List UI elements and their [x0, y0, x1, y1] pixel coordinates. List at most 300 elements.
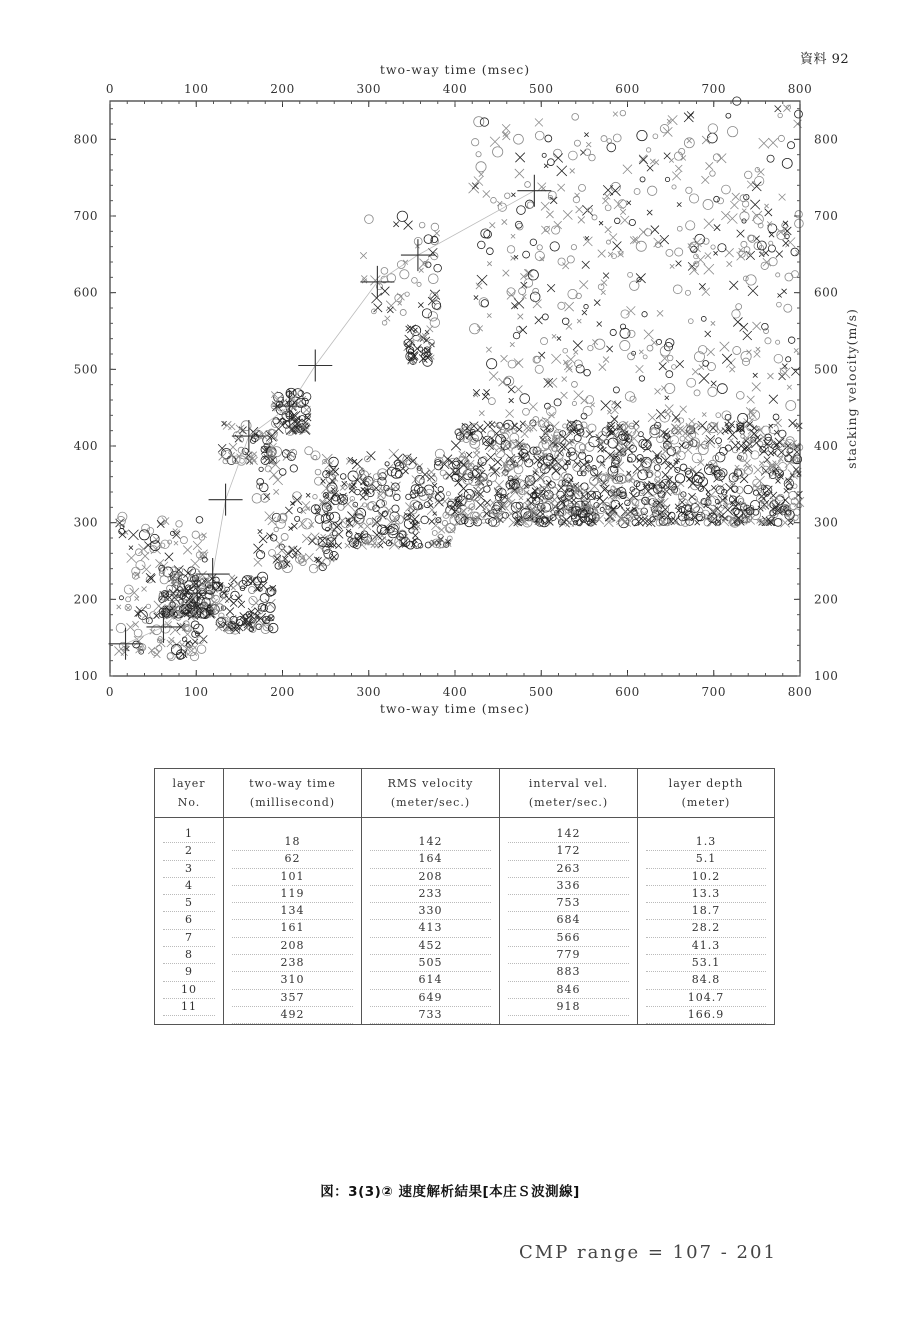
semblance-circle: [516, 326, 521, 331]
semblance-cross: [667, 119, 671, 123]
header-interval-velocity: interval vel. (meter/sec.): [500, 769, 638, 818]
table-cell: 233: [370, 886, 491, 903]
semblance-circle: [146, 604, 150, 608]
semblance-cross: [251, 598, 261, 608]
semblance-circle: [645, 229, 652, 236]
semblance-cross: [732, 193, 740, 201]
semblance-circle: [476, 152, 481, 157]
semblance-cross: [489, 372, 498, 381]
semblance-circle: [446, 492, 450, 496]
semblance-circle: [720, 501, 727, 508]
semblance-cross: [783, 221, 788, 226]
semblance-circle: [481, 300, 488, 307]
semblance-cross: [117, 605, 121, 609]
semblance-circle: [260, 594, 269, 603]
semblance-circle: [761, 262, 768, 269]
semblance-cross: [586, 142, 591, 147]
semblance-cross: [406, 326, 411, 331]
semblance-circle: [478, 241, 486, 249]
semblance-cross: [747, 181, 755, 189]
semblance-cross: [506, 410, 514, 418]
semblance-cross: [238, 601, 245, 608]
velocity-pick: [232, 420, 266, 452]
semblance-circle: [753, 490, 758, 495]
y-tick-label-right: 800: [814, 132, 839, 147]
semblance-cross: [552, 334, 556, 338]
semblance-circle: [727, 127, 737, 137]
semblance-circle: [610, 329, 616, 335]
semblance-cross: [737, 252, 745, 260]
y-tick-label: 700: [73, 209, 98, 223]
table-cell: 13.3: [646, 886, 766, 903]
semblance-cross: [583, 237, 592, 246]
semblance-cross: [341, 495, 348, 502]
semblance-cross: [566, 518, 574, 526]
x-tick-label-top: 600: [615, 82, 640, 96]
semblance-cross: [702, 412, 706, 416]
semblance-cross: [508, 386, 515, 393]
table-cell: 101: [232, 869, 353, 886]
semblance-circle: [754, 214, 764, 224]
table-cell: 164: [370, 851, 491, 868]
semblance-cross: [479, 411, 484, 416]
semblance-cross: [229, 575, 235, 581]
semblance-circle: [774, 519, 782, 527]
semblance-cross: [292, 495, 302, 505]
semblance-circle: [574, 434, 581, 441]
semblance-circle: [722, 185, 731, 194]
x-tick-label-top: 100: [184, 82, 209, 96]
semblance-cross: [636, 365, 644, 373]
semblance-cross: [466, 452, 472, 458]
semblance-circle: [196, 552, 202, 558]
semblance-cross: [254, 558, 262, 566]
table-cell: 208: [370, 869, 491, 886]
semblance-cross: [236, 425, 244, 433]
semblance-circle: [647, 186, 656, 195]
semblance-circle: [694, 390, 700, 396]
semblance-circle: [395, 294, 402, 301]
x-tick-label: 0: [105, 685, 115, 699]
semblance-circle: [558, 258, 565, 265]
semblance-circle: [338, 504, 344, 510]
semblance-circle: [675, 248, 683, 256]
semblance-cross: [305, 553, 313, 561]
semblance-cross: [372, 520, 378, 526]
x-tick-label: 200: [270, 685, 295, 699]
semblance-circle: [417, 282, 421, 286]
semblance-circle: [778, 113, 783, 118]
semblance-cross: [684, 113, 693, 122]
semblance-circle: [710, 171, 716, 177]
semblance-cross: [561, 392, 568, 399]
semblance-cross: [434, 230, 440, 236]
semblance-circle: [126, 597, 131, 602]
semblance-cross: [487, 313, 491, 317]
semblance-circle: [241, 421, 251, 431]
semblance-cross: [787, 440, 797, 450]
semblance-cross: [754, 351, 761, 358]
semblance-circle: [520, 394, 530, 404]
semblance-circle: [736, 487, 743, 494]
semblance-cross: [627, 201, 631, 205]
semblance-circle: [326, 535, 333, 542]
semblance-cross: [517, 427, 523, 433]
semblance-cross: [779, 194, 786, 201]
semblance-cross: [603, 357, 609, 363]
table-cell: 238: [232, 955, 353, 972]
semblance-cross: [668, 461, 678, 471]
x-tick-label: 600: [615, 685, 640, 699]
semblance-cross: [486, 453, 495, 462]
semblance-circle: [707, 133, 717, 143]
y-tick-label: 300: [73, 515, 98, 530]
table-cell: 6: [163, 912, 215, 929]
semblance-cross: [756, 347, 760, 351]
semblance-cross: [473, 389, 480, 396]
semblance-cross: [688, 479, 698, 489]
velocity-pick: [272, 390, 306, 422]
semblance-cross: [135, 596, 139, 600]
semblance-cross: [717, 444, 721, 448]
semblance-circle: [571, 381, 577, 387]
semblance-circle: [583, 406, 592, 415]
semblance-cross: [750, 200, 760, 210]
table-cell: 11: [163, 999, 215, 1016]
semblance-cross: [687, 138, 692, 143]
semblance-circle: [684, 138, 694, 148]
semblance-circle: [719, 447, 727, 455]
semblance-cross: [601, 290, 606, 295]
semblance-cross: [127, 553, 136, 562]
semblance-cross: [611, 415, 618, 422]
x-tick-label-top: 200: [270, 82, 295, 96]
semblance-circle: [634, 188, 640, 194]
semblance-circle: [791, 271, 798, 278]
table-cell: 119: [232, 886, 353, 903]
semblance-circle: [394, 494, 400, 500]
semblance-cross: [670, 264, 674, 268]
semblance-circle: [440, 470, 446, 476]
semblance-circle: [537, 245, 542, 250]
semblance-circle: [778, 135, 784, 141]
semblance-cross: [486, 347, 491, 352]
semblance-cross: [659, 510, 664, 515]
semblance-circle: [786, 401, 796, 411]
semblance-circle: [507, 246, 515, 254]
semblance-circle: [313, 455, 317, 459]
x-tick-label-top: 300: [356, 82, 381, 96]
semblance-cross: [547, 284, 555, 292]
table-header-row: [155, 769, 775, 818]
semblance-cross: [747, 396, 755, 404]
semblance-cross: [387, 307, 393, 313]
semblance-cross: [626, 496, 635, 505]
cmp-range: CMP range = 107 - 201: [519, 1242, 777, 1263]
semblance-cross: [629, 492, 637, 500]
semblance-circle: [259, 483, 268, 492]
semblance-circle: [685, 290, 690, 295]
semblance-circle: [642, 312, 647, 317]
table-cell: 9: [163, 964, 215, 981]
semblance-circle: [256, 550, 264, 558]
semblance-cross: [440, 460, 449, 469]
semblance-circle: [505, 193, 511, 199]
semblance-cross: [479, 172, 484, 177]
semblance-cross: [484, 389, 490, 395]
semblance-cross: [590, 403, 594, 407]
semblance-circle: [139, 530, 149, 540]
semblance-circle: [527, 202, 533, 208]
semblance-circle: [562, 318, 569, 325]
semblance-cross: [253, 544, 263, 554]
semblance-circle: [136, 561, 145, 570]
x-tick-label-top: 700: [701, 82, 726, 96]
semblance-circle: [670, 436, 679, 445]
semblance-cross: [226, 608, 234, 616]
semblance-circle: [315, 469, 321, 475]
semblance-cross: [668, 115, 677, 124]
semblance-cross: [606, 346, 612, 352]
semblance-circle: [340, 474, 346, 480]
table-cell: 10.2: [646, 869, 766, 886]
table-cell: 649: [370, 990, 491, 1007]
semblance-cross: [191, 559, 200, 568]
semblance-cross: [574, 350, 578, 354]
semblance-circle: [588, 345, 593, 350]
semblance-circle: [523, 408, 530, 415]
semblance-circle: [470, 438, 480, 448]
semblance-circle: [763, 466, 770, 473]
semblance-cross: [711, 485, 716, 490]
column-layer-no: [155, 826, 223, 1016]
semblance-cross: [521, 430, 529, 438]
semblance-cross: [170, 625, 180, 635]
semblance-cross: [180, 642, 185, 647]
semblance-cross: [776, 251, 783, 258]
semblance-cross: [601, 280, 607, 286]
semblance-circle: [765, 338, 771, 344]
semblance-cross: [755, 476, 765, 486]
semblance-cross: [743, 331, 752, 340]
semblance-cross: [544, 164, 548, 168]
column-rms-velocity: [362, 826, 499, 1024]
semblance-cross: [651, 459, 655, 463]
semblance-cross: [677, 425, 684, 432]
semblance-circle: [757, 441, 763, 447]
semblance-cross: [664, 153, 670, 159]
semblance-cross: [554, 221, 562, 229]
semblance-circle: [572, 401, 576, 405]
semblance-circle: [643, 355, 647, 359]
semblance-cross: [752, 211, 762, 221]
y-tick-label-right: 500: [814, 362, 839, 377]
semblance-cross: [655, 479, 661, 485]
semblance-cross: [260, 582, 268, 590]
semblance-cross: [562, 263, 569, 270]
semblance-cross: [252, 452, 257, 457]
semblance-circle: [687, 378, 696, 387]
semblance-circle: [777, 302, 782, 307]
semblance-circle: [525, 182, 531, 188]
semblance-circle: [646, 148, 650, 152]
table-cell: 753: [508, 895, 629, 912]
semblance-cross: [777, 448, 786, 457]
semblance-circle: [628, 272, 633, 277]
semblance-circle: [134, 629, 142, 637]
semblance-circle: [698, 477, 707, 486]
semblance-circle: [156, 645, 162, 651]
semblance-circle: [575, 360, 583, 368]
semblance-circle: [295, 516, 300, 521]
table-cell: 5.1: [646, 851, 766, 868]
y-tick-label-right: 600: [814, 285, 839, 300]
table-cell: 41.3: [646, 938, 766, 955]
semblance-circle: [607, 143, 616, 152]
semblance-circle: [297, 508, 302, 513]
semblance-circle: [733, 346, 741, 354]
semblance-circle: [637, 130, 647, 140]
semblance-cross: [388, 531, 393, 536]
semblance-circle: [197, 645, 206, 654]
x-tick-label: 700: [701, 685, 726, 699]
semblance-cross: [533, 299, 542, 308]
semblance-circle: [576, 365, 584, 373]
column-layer-depth: [638, 826, 774, 1024]
semblance-cross: [273, 475, 283, 485]
semblance-circle: [436, 492, 445, 501]
semblance-cross: [613, 242, 622, 251]
semblance-cross: [529, 403, 538, 412]
semblance-cross: [418, 302, 423, 307]
semblance-cross: [680, 406, 687, 413]
semblance-circle: [480, 118, 488, 126]
semblance-circle: [788, 337, 795, 344]
semblance-cross: [335, 543, 341, 549]
semblance-circle: [330, 551, 339, 560]
semblance-cross: [582, 310, 587, 315]
semblance-cross: [514, 359, 523, 368]
semblance-circle: [430, 318, 439, 327]
semblance-circle: [355, 515, 363, 523]
semblance-cross: [482, 504, 489, 511]
semblance-cross: [789, 419, 797, 427]
semblance-circle: [563, 424, 567, 428]
semblance-circle: [553, 149, 561, 157]
semblance-cross: [269, 470, 279, 480]
semblance-circle: [647, 345, 653, 351]
semblance-circle: [160, 576, 168, 584]
semblance-cross: [183, 546, 192, 555]
semblance-circle: [491, 197, 497, 203]
semblance-cross: [620, 209, 626, 215]
semblance-cross: [768, 138, 777, 147]
semblance-cross: [303, 406, 311, 414]
semblance-circle: [552, 472, 560, 480]
semblance-circle: [578, 184, 585, 191]
semblance-cross: [512, 442, 520, 450]
table-cell: 336: [508, 878, 629, 895]
semblance-cross: [651, 226, 659, 234]
semblance-cross: [763, 440, 771, 448]
semblance-circle: [513, 332, 520, 339]
semblance-circle: [431, 223, 439, 231]
semblance-circle: [620, 328, 630, 338]
semblance-cross: [788, 470, 798, 480]
semblance-cross: [702, 426, 711, 435]
semblance-circle: [488, 431, 495, 438]
semblance-cross: [788, 520, 793, 525]
semblance-cross: [564, 362, 572, 370]
semblance-cross: [769, 395, 778, 404]
semblance-circle: [279, 469, 286, 476]
velocity-pick: [146, 611, 180, 643]
semblance-cross: [681, 511, 685, 515]
semblance-cross: [361, 487, 365, 491]
semblance-cross: [594, 300, 600, 306]
semblance-circle: [586, 396, 594, 404]
semblance-circle: [773, 414, 779, 420]
y-tick-label: 100: [73, 669, 98, 683]
x-tick-label-top: 800: [787, 82, 813, 96]
column-interval-velocity: [500, 826, 637, 1016]
semblance-circle: [281, 533, 288, 540]
semblance-cross: [577, 319, 581, 323]
semblance-cross: [599, 363, 606, 370]
semblance-cross: [432, 483, 437, 488]
semblance-cross: [371, 543, 376, 548]
semblance-cross: [627, 518, 633, 524]
semblance-circle: [563, 348, 568, 353]
semblance-circle: [639, 376, 644, 381]
semblance-circle: [517, 206, 526, 215]
semblance-cross: [647, 210, 652, 215]
semblance-cross: [370, 276, 380, 286]
semblance-circle: [741, 351, 751, 361]
semblance-cross: [448, 458, 456, 466]
semblance-circle: [718, 244, 726, 252]
semblance-cross: [733, 317, 742, 326]
semblance-circle: [535, 365, 543, 373]
semblance-cross: [271, 460, 280, 469]
semblance-circle: [487, 359, 497, 369]
semblance-cross: [672, 172, 681, 181]
semblance-cross: [582, 261, 590, 269]
semblance-circle: [432, 301, 441, 310]
semblance-cross: [782, 289, 787, 294]
semblance-cross: [429, 518, 435, 524]
semblance-circle: [640, 177, 645, 182]
semblance-circle: [567, 256, 574, 263]
semblance-cross: [228, 423, 235, 430]
semblance-cross: [393, 221, 398, 226]
semblance-cross: [679, 499, 686, 506]
header-layer-depth: layer depth (meter): [638, 769, 775, 818]
semblance-cross: [644, 330, 654, 340]
semblance-circle: [711, 245, 715, 249]
semblance-cross: [501, 472, 505, 476]
table-cell: 7: [163, 930, 215, 947]
semblance-circle: [660, 412, 670, 422]
semblance-circle: [680, 436, 685, 441]
semblance-circle: [314, 477, 322, 485]
semblance-circle: [795, 219, 804, 228]
semblance-circle: [716, 438, 722, 444]
semblance-circle: [666, 249, 673, 256]
semblance-circle: [442, 520, 447, 525]
semblance-circle: [776, 340, 780, 344]
semblance-cross: [665, 396, 669, 400]
